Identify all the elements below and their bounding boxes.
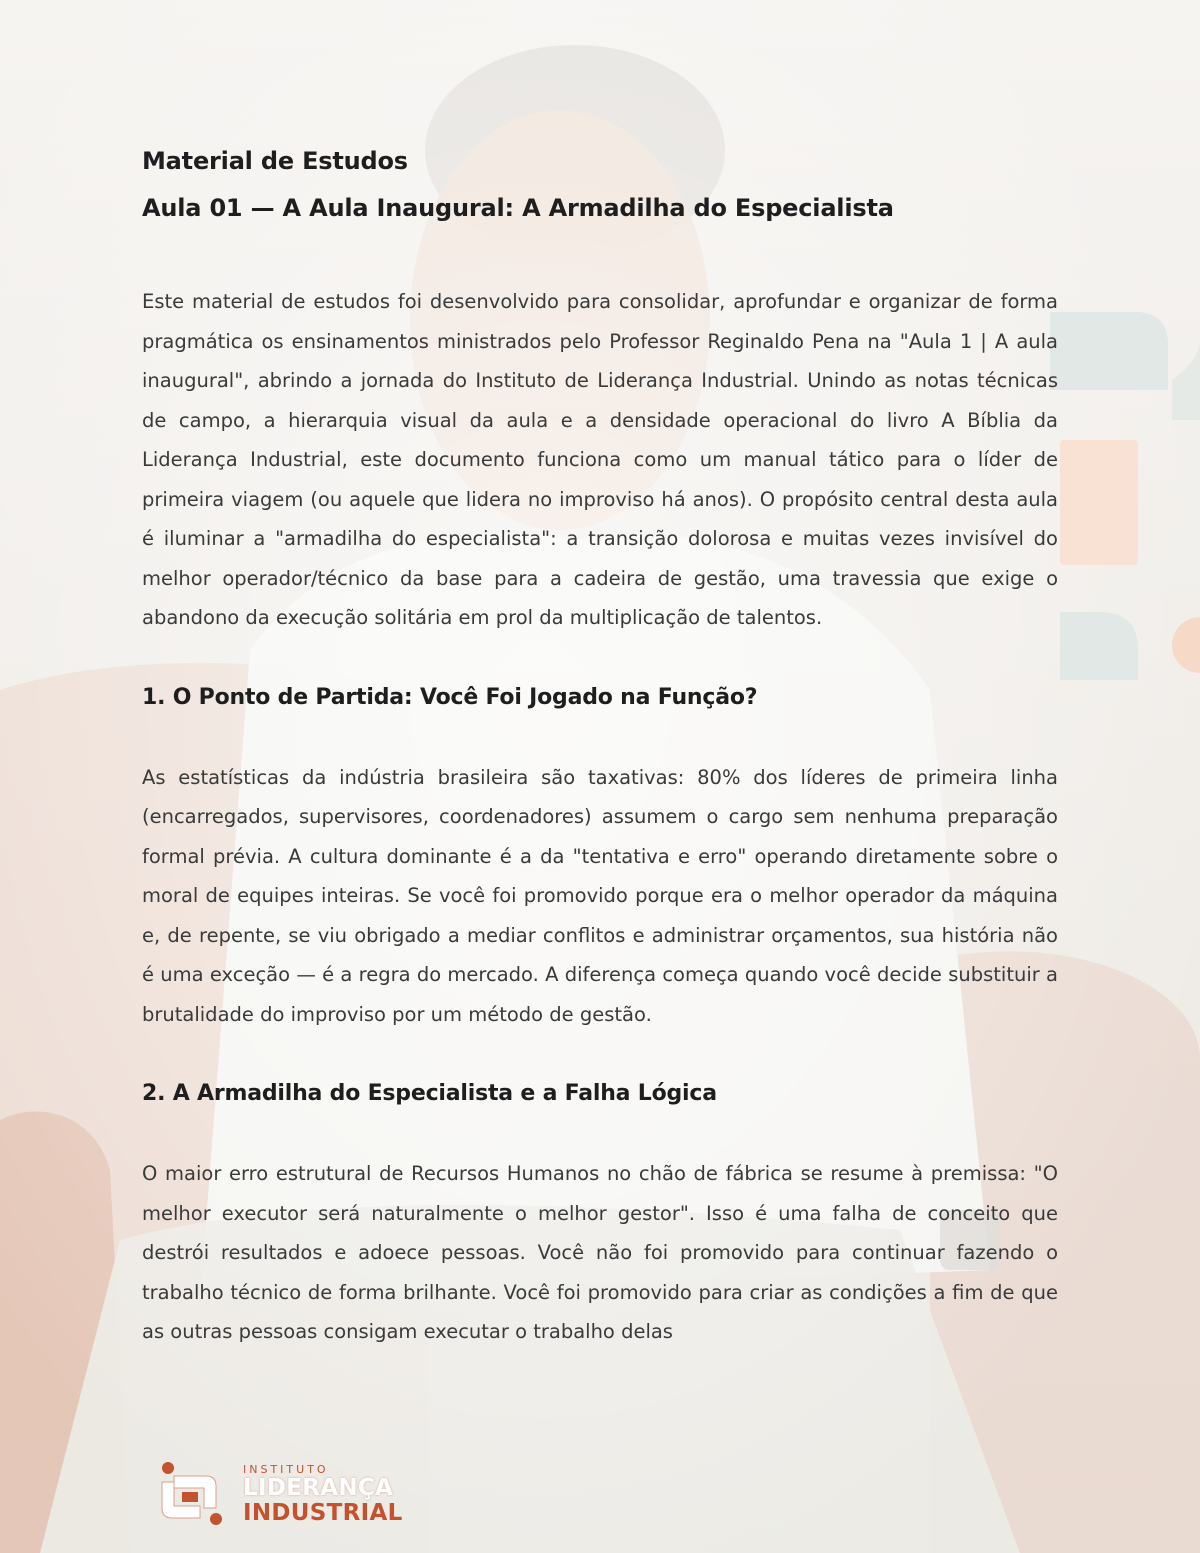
section-1-paragraph: As estatísticas da indústria brasileira são taxativas: 80% dos líderes de primeira linha (encarregados, supervisores, coordenadores) assumem o cargo sem nenhuma preparação formal prévia. A cultura dominante é a da "tentativa e erro" operando diretamente sobre o moral de equipes inteiras. Se você foi promovido porque era o melhor operador da máquina e, de repente, se viu obrigado a mediar conflitos e administrar orçamentos, sua história não é uma exceção — é a regra do mercado. A diferença começa quando você decide substituir a brutalidade do improviso por um método de gestão. xyxy=(142,765,1058,1026)
logo-line-instituto: INSTITUTO xyxy=(243,1462,329,1476)
document-content xyxy=(142,138,1058,1352)
intro-paragraph: Este material de estudos foi desenvolvido para consolidar, aprofundar e organizar de forma pragmática os ensinamentos ministrados pelo Professor Reginaldo Pena na "Aula 1 | A aula inaugural", abrindo a jornada do Instituto de Liderança Industrial. Unindo as notas técnicas de campo, a hierarquia visual da aula e a densidade operacional do livro A Bíblia da Liderança Industrial, este documento funciona como um manual tático para o líder de primeira viagem (ou aquele que lidera no improviso há anos). O propósito central desta aula é iluminar a "armadilha do especialista": a transição dolorosa e muitas vezes invisível do melhor operador/técnico da base para a cadeira de gestão, uma travessia que exige o abandono da execução solitária em prol da multiplicação de talentos. xyxy=(142,290,1058,629)
deco-shape-green-bottom xyxy=(1060,612,1138,680)
institute-logo xyxy=(160,1462,403,1526)
logo-line-industrial: INDUSTRIAL xyxy=(243,1499,403,1526)
section-2-paragraph: O maior erro estrutural de Recursos Humanos no chão de fábrica se resume à premissa: "O melhor executor será naturalmente o melhor gestor". Isso é uma falha de conceito que destrói resultados e adoece pessoas. Você não foi promovido para continuar fazendo o trabalho técnico de forma brilhante. Você foi promovido para criar as condições a fim de que as outras pessoas consigam executar o trabalho delas xyxy=(142,1162,1058,1343)
section-1-heading: 1. O Ponto de Partida: Você Foi Jogado na Função? xyxy=(142,684,758,710)
logo-line-lideranca: LIDERANÇA xyxy=(243,1474,394,1501)
section-2-heading: 2. A Armadilha do Especialista e a Falha Lógica xyxy=(142,1081,717,1106)
document-title: Material de Estudos xyxy=(142,147,408,175)
lesson-title: Aula 01 — A Aula Inaugural: A Armadilha do Especialista xyxy=(142,194,894,222)
deco-shape-orange-square xyxy=(1060,440,1138,565)
logo-mark-icon xyxy=(160,1462,224,1526)
logo-wordmark xyxy=(243,1463,403,1526)
deco-shape-green-top xyxy=(1050,312,1168,390)
